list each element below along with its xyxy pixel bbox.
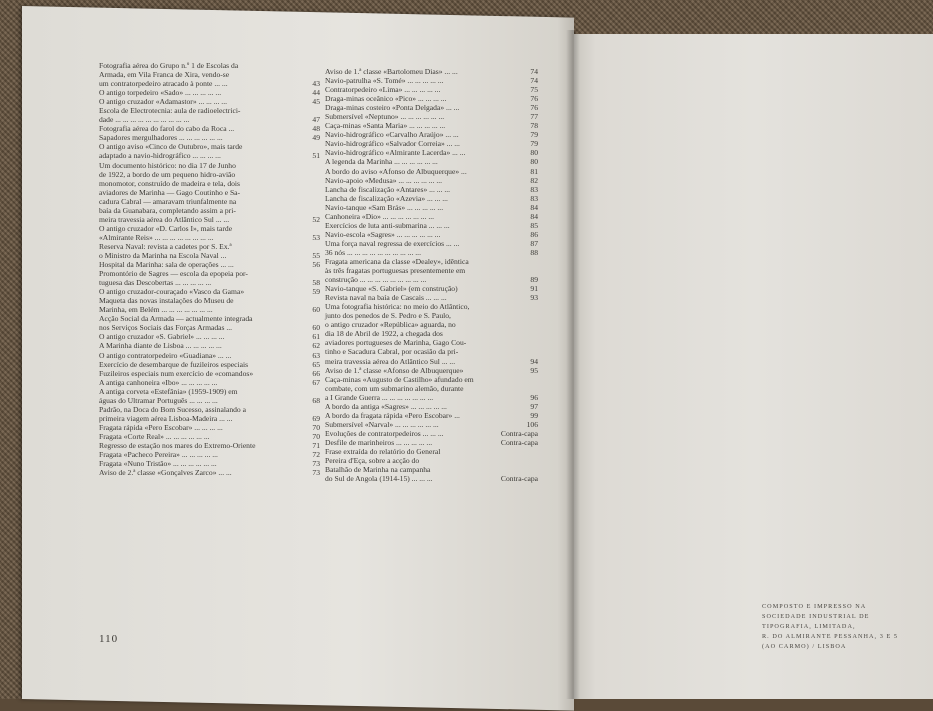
index-entry: [99, 260, 320, 269]
entry-title: Aviso de 1.ª classe «Bartolomeu Dias» ... ...: [325, 67, 458, 76]
entry-page: 94: [530, 356, 538, 366]
colophon-line: TIPOGRAFIA, LIMITADA,: [762, 623, 856, 631]
entry-title: A legenda da Marinha ... ... ... ... ... ...: [325, 157, 438, 167]
entry-title: Draga-minas costeiro «Ponta Delgada» ... ...: [325, 103, 460, 113]
index-entry: [99, 423, 320, 432]
entry-page: 80: [530, 148, 538, 158]
index-entry: [99, 441, 320, 450]
entry-page: 55: [312, 250, 320, 260]
index-entry: [325, 293, 538, 302]
colophon-line: (AO CARMO) / LISBOA: [762, 643, 847, 651]
entry-page: 61: [312, 332, 320, 342]
entry-title: Navio-hidrográfico «Carvalho Araújo» ... ...: [325, 130, 459, 140]
entry-page: 59: [312, 287, 320, 297]
entry-page: Contra-capa: [500, 437, 538, 447]
entry-title: Contratorpedeiro «Lima» ... ... ... ... ...: [325, 85, 441, 95]
entry-title: A bordo do aviso «Afonso de Albuquerque» ...: [325, 166, 467, 176]
index-entry: [325, 447, 538, 483]
entry-page: 45: [312, 97, 320, 107]
entry-page: 79: [530, 139, 538, 149]
index-entry: [325, 121, 538, 130]
entry-page: 86: [530, 229, 538, 239]
entry-title: Regresso de estação nos mares do Extremo-Oriente: [99, 440, 256, 450]
index-entry: [325, 284, 538, 293]
entry-title: Maqueta das novas instalações do Museu de Marinha, em Belém ... ... ... ... ... ... ...: [99, 296, 234, 315]
index-entry: [99, 432, 320, 441]
index-entry: [99, 378, 320, 387]
entry-title: A Marinha diante de Lisboa ... ... ... ... ...: [99, 341, 222, 351]
index-entry: [99, 88, 320, 97]
entry-page: 60: [312, 305, 320, 315]
entry-title: Revista naval na baía de Cascais ... ... ...: [325, 293, 447, 303]
index-entry: [99, 450, 320, 459]
index-entry: [99, 269, 320, 287]
book-gutter: [566, 30, 580, 699]
index-entry: [325, 248, 538, 257]
index-entry: [99, 61, 320, 88]
entry-title: O antigo cruzador «S. Gabriel» ... ... ... ...: [99, 332, 225, 342]
entry-page: 51: [312, 151, 320, 161]
entry-title: Fragata americana da classe «Dealey», idêntica às três fragatas portuguesas presentemente em construção ... ... ... ... ... ... ... ... ...: [325, 256, 469, 285]
entry-page: 72: [312, 450, 320, 460]
entry-title: Sapadores mergulhadores ... ... ... ... ... ...: [99, 133, 223, 143]
entry-page: 44: [312, 88, 320, 98]
index-entry: [325, 411, 538, 420]
entry-page: 49: [312, 133, 320, 143]
index-entry: [325, 130, 538, 139]
index-entry: [325, 139, 538, 148]
entry-title: Fotografia aérea do farol do cabo da Roca ...: [99, 124, 235, 134]
entry-title: Reserva Naval: revista a cadetes por S. Ex.ª o Ministro da Marinha na Escola Naval ...: [99, 241, 232, 260]
index-entry: [325, 85, 538, 94]
entry-title: 36 nós ... ... ... ... ... ... ... ... ... ...: [325, 247, 421, 257]
entry-page: 76: [530, 94, 538, 104]
entry-title: O antigo torpedeiro «Sado» ... ... ... ... ...: [99, 88, 222, 98]
index-entry: [99, 351, 320, 360]
entry-page: 89: [530, 275, 538, 285]
entry-page: Contra-capa: [500, 428, 538, 438]
entry-page: 60: [312, 323, 320, 333]
entry-title: O antigo aviso «Cinco de Outubro», mais tarde adaptado a navio-hidrográfico ... ... ... ...: [99, 142, 243, 161]
entry-page: 70: [312, 431, 320, 441]
entry-page: 52: [312, 214, 320, 224]
index-entry: [325, 203, 538, 212]
index-entry: [99, 369, 320, 378]
entry-page: 68: [312, 395, 320, 405]
entry-title: Hospital da Marinha: sala de operações ... ...: [99, 260, 234, 270]
entry-title: Draga-minas oceânico «Pico» ... ... ... ...: [325, 94, 447, 104]
entry-page: 80: [530, 157, 538, 167]
index-entry: [99, 405, 320, 423]
entry-title: Navio-patrulha «S. Tomé» ... ... ... ... ...: [325, 76, 444, 86]
entry-title: Navio-apoio «Medusa» ... ... ... ... ... ...: [325, 175, 443, 185]
index-entry: [325, 103, 538, 112]
page-number: 110: [99, 633, 119, 645]
colophon-line: SOCIEDADE INDUSTRIAL DE: [762, 613, 870, 621]
entry-title: Navio-tanque «Sam Brás» ... ... ... ... ...: [325, 202, 444, 212]
entry-page: 93: [530, 293, 538, 303]
entry-title: Uma fotografia histórica: no meio do Atlântico, junto dos penedos de S. Pedro e S. Paulo, o antigo cruzador «República» aguarda, no dia 18 de Abril de 1922, a chegada dos aviadores portugueses de Marinha, Gago Cou- tinho e Sacadura Cabral, por ocasião da pri- meira travessia aérea do Atlântico Sul ... ...: [325, 302, 470, 366]
entry-title: Evoluções de contratorpedeiros ... ... ...: [325, 428, 444, 438]
entry-title: Escola de Electrotecnia: aula de radioelectrici- dade ... ... ... ... ... ... ... ... ... ...: [99, 106, 241, 125]
index-entry: [325, 302, 538, 365]
index-entry: [99, 387, 320, 405]
entry-title: A antiga canhoneira «Ibo» ... ... ... ... ...: [99, 377, 218, 387]
entry-title: Desfile de marinheiros ... ... ... ... ...: [325, 437, 433, 447]
entry-page: 97: [530, 401, 538, 411]
entry-page: 73: [312, 459, 320, 469]
entry-title: Fragata «Corte Real» ... ... ... ... ... ...: [99, 431, 210, 441]
entry-page: 70: [312, 422, 320, 432]
index-entry: [325, 438, 538, 447]
entry-title: Navio-tanque «S. Gabriel» (em construção): [325, 284, 458, 294]
entry-page: 62: [312, 341, 320, 351]
index-entry: [99, 161, 320, 224]
entry-title: Promontório de Sagres — escola da epopeia por- tuguesa das Descobertas ... ... ... ... ...: [99, 269, 248, 288]
index-entry: [99, 242, 320, 260]
entry-title: Exercício de desembarque de fuzileiros especiais: [99, 359, 249, 369]
index-entry: [325, 221, 538, 230]
index-column-left: [99, 61, 320, 477]
index-entry: [99, 124, 320, 133]
entry-title: Submersível «Neptuno» ... ... ... ... ... ...: [325, 112, 445, 122]
index-entry: [325, 148, 538, 157]
entry-title: Exercícios de luta anti-submarina ... ... ...: [325, 220, 450, 230]
entry-title: A bordo da antiga «Sagres» ... ... ... ... ...: [325, 401, 447, 411]
index-entry: [99, 360, 320, 369]
entry-title: Fragata «Nuno Tristão» ... ... ... ... ... ...: [99, 459, 217, 469]
entry-page: 58: [312, 278, 320, 288]
index-entry: [325, 230, 538, 239]
entry-title: Navio-hidrográfico «Salvador Correia» ... ...: [325, 139, 460, 149]
entry-page: 74: [530, 76, 538, 86]
entry-title: O antigo cruzador «D. Carlos I», mais tarde «Almirante Reis» ... ... ... ... ... ... ... ...: [99, 223, 233, 242]
entry-page: 99: [530, 410, 538, 420]
entry-page: 83: [530, 184, 538, 194]
entry-page: 48: [312, 124, 320, 134]
entry-page: 47: [312, 115, 320, 125]
entry-title: Fragata «Pacheco Pereira» ... ... ... ... ...: [99, 450, 218, 460]
index-entry: [325, 420, 538, 429]
entry-page: 96: [530, 392, 538, 402]
entry-page: 88: [530, 247, 538, 257]
entry-page: 81: [530, 166, 538, 176]
entry-page: 95: [530, 365, 538, 375]
entry-page: 65: [312, 359, 320, 369]
index-entry: [325, 76, 538, 85]
entry-page: 63: [312, 350, 320, 360]
index-entry: [325, 257, 538, 284]
entry-page: 69: [312, 413, 320, 423]
index-entry: [325, 194, 538, 203]
entry-page: 75: [530, 85, 538, 95]
entry-title: Padrão, na Doca do Bom Sucesso, assinalando a primeira viagem aérea Lisboa-Madeira ... ...: [99, 404, 246, 423]
index-entry: [99, 97, 320, 106]
entry-page: 79: [530, 130, 538, 140]
entry-title: Canhoneira «Dio» ... ... ... ... ... ... ...: [325, 211, 435, 221]
index-entry: [99, 341, 320, 350]
entry-page: 78: [530, 121, 538, 131]
index-entry: [325, 112, 538, 121]
entry-title: Submersível «Narval» ... ... ... ... ... ...: [325, 419, 439, 429]
colophon: [762, 602, 899, 652]
entry-title: Lancha de fiscalização «Azevia» ... ... ...: [325, 193, 448, 203]
index-entry: [99, 468, 320, 477]
entry-page: 71: [312, 440, 320, 450]
index-entry: [325, 167, 538, 176]
entry-page: 77: [530, 112, 538, 122]
entry-title: Um documento histórico: no dia 17 de Junho de 1922, a bordo de um pequeno hidro-avião monomotor, construído de madeira e tela, dois aviadores de Marinha — Gago Coutinho e Sa- cadura Cabral — amaravam triunfalmente na baía da Guanabara, completando assim a pri- meira travessia aérea do Atlântico Sul ... ...: [99, 160, 241, 224]
entry-title: A bordo da fragata rápida «Pero Escobar» ...: [325, 410, 460, 420]
entry-page: 106: [526, 419, 538, 429]
index-entry: [325, 212, 538, 221]
colophon-line: COMPOSTO E IMPRESSO NA: [762, 603, 867, 610]
entry-title: Navio-hidrográfico «Almirante Lacerda» ... ...: [325, 148, 466, 158]
entry-page: 91: [530, 284, 538, 294]
entry-title: O antigo cruzador-couraçado «Vasco da Gama»: [99, 287, 245, 297]
entry-page: 53: [312, 232, 320, 242]
entry-title: Lancha de fiscalização «Antares» ... ... ...: [325, 184, 451, 194]
entry-title: Aviso de 1.ª classe «Afonso de Albuquerque»: [325, 365, 464, 375]
entry-title: O antigo cruzador «Adamastor» ... ... ... ...: [99, 97, 228, 107]
entry-page: 82: [530, 175, 538, 185]
index-entry: [99, 142, 320, 160]
index-entry: [325, 185, 538, 194]
entry-page: 87: [530, 238, 538, 248]
entry-title: Frase extraída do relatório do General Pereira d'Eça, sobre a acção do Batalhão de Marinha na campanha do Sul de Angola (1914-15) ... ... ...: [325, 446, 441, 484]
entry-page: 83: [530, 193, 538, 203]
entry-page: 84: [530, 211, 538, 221]
index-entry: [99, 287, 320, 296]
entry-page: 43: [312, 79, 320, 89]
entry-page: 85: [530, 220, 538, 230]
index-entry: [99, 296, 320, 314]
index-entry: [325, 157, 538, 166]
entry-title: Fragata rápida «Pero Escobar» ... ... ... ...: [99, 422, 223, 432]
right-page: [574, 34, 933, 699]
entry-title: O antigo contratorpedeiro «Guadiana» ... ...: [99, 350, 232, 360]
index-entry: [325, 94, 538, 103]
entry-title: Uma força naval regressa de exercícios ... ...: [325, 238, 460, 248]
index-entry: [99, 332, 320, 341]
entry-page: 76: [530, 103, 538, 113]
entry-title: Fotografia aérea do Grupo n.º 1 de Escolas da Armada, em Vila Franca de Xira, vendo-se um contratorpedeiro atracado à ponte ... ...: [99, 61, 239, 89]
entry-title: Acção Social da Armada — actualmente integrada nos Serviços Sociais das Forças Armadas ...: [99, 314, 253, 333]
entry-page: 67: [312, 377, 320, 387]
entry-page: 74: [530, 67, 538, 76]
index-entry: [325, 429, 538, 438]
index-entry: [99, 459, 320, 468]
colophon-line: R. DO ALMIRANTE PESSANHA, 3 E 5: [762, 633, 899, 641]
entry-title: Navio-escola «Sagres» ... ... ... ... ... ...: [325, 229, 441, 239]
entry-page: 56: [312, 260, 320, 270]
entry-title: Caça-minas «Augusto de Castilho» afundado em combate, com um submarino alemão, durante a I Grande Guerra ... ... ... ... ... ... ...: [325, 374, 474, 402]
index-entry: [325, 176, 538, 185]
index-entry: [325, 402, 538, 411]
index-entry: [99, 314, 320, 332]
entry-title: Aviso de 2.ª classe «Gonçalves Zarco» ... ...: [99, 468, 232, 478]
index-entry: [325, 239, 538, 248]
index-entry: [325, 375, 538, 402]
entry-title: Fuzileiros especiais num exercício de «comandos»: [99, 368, 254, 378]
entry-page: 84: [530, 202, 538, 212]
index-entry: [325, 67, 538, 76]
entry-title: Caça-minas «Santa Maria» ... ... ... ... ...: [325, 121, 446, 131]
entry-page: Contra-capa: [500, 474, 538, 484]
index-entry: [99, 106, 320, 124]
index-column-right: [325, 67, 538, 483]
index-entry: [99, 224, 320, 242]
entry-page: 66: [312, 368, 320, 378]
entry-title: A antiga corveta «Estefânia» (1959-1909) em águas do Ultramar Português ... ... ... ...: [99, 386, 238, 405]
entry-page: 73: [312, 468, 320, 478]
index-entry: [325, 366, 538, 375]
index-entry: [99, 133, 320, 142]
